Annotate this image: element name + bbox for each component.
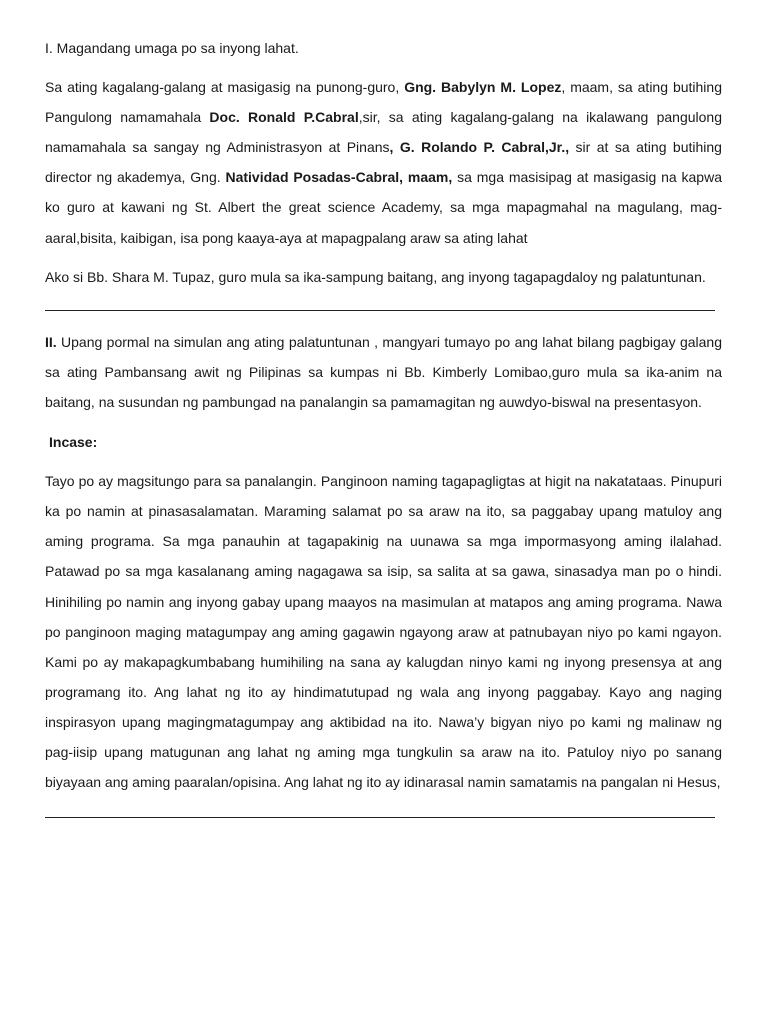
section-two-text: Upang pormal na simulan ang ating palatuntunan , mangyari tumayo po ang lahat bilang pagbigay galang sa ating Pambansang awit ng Pilipinas sa kumpas ni Bb. Kimberly Lomibao,guro mula sa ika-anim na baitang, na susundan ng pambungad na panalangin sa pamamagitan ng auwdyo-biswal na presentasyon. (45, 333, 722, 410)
prayer-text: Tayo po ay magsitungo para sa panalangin. Panginoon naming tagapagligtas at higit na nakatataas. Pinupuri ka po namin at pinasasalamatan. Maraming salamat po sa araw na ito, sa paggabay upang matuloy ang aming programa. Sa mga panauhin at tagapakinig na uunawa sa mga impormasyong aming ilalahad. Patawad po sa mga kasalanang aming nagagawa sa isip, sa salita at sa gawa, sinasadya man po o hindi. Hinihiling po namin ang inyong gabay upang maayos na masimulan at matapos ang aming programa. Nawa po panginoon maging matagumpay ang aming gagawin ngayong araw at patnubayan niyo po kami ngayon. Kami po ay makapagkumbabang humihiling na sana ay kalugdan ninyo kami ng inyong presensya at ang programang ito. Ang lahat ng ito ay hindimatutupad ng wala ang inyong paggabay. Kayo ang naging inspirasyon upang magingmatagumpay ang aktibidad na ito. Nawa’y bigyan niyo po kami ng malinaw ng pag-iisip upang matugunan ang lahat ng aming mga tungkulin sa araw na ito. Patuloy niyo po sanang biyayaan ang aming paaralan/opisina. (45, 473, 722, 791)
intro-paragraph (45, 72, 722, 253)
vice-president-name: , G. Rolando P. Cabral,Jr., (389, 139, 570, 156)
prayer-closing: Ang lahat ng ito ay idinarasal namin samatamis na pangalan ni Hesus, (280, 774, 721, 791)
bottom-divider (45, 817, 715, 818)
intro-text-1: Sa ating kagalang-galang at masigasig na punong-guro, (45, 79, 405, 96)
section-two-paragraph (45, 327, 722, 417)
greeting-line: I. Magandang umaga po sa inyong lahat. (45, 40, 299, 56)
intro-text-3: ,sir, sa ating kagalang-galang na ikalawang pangulong namamahala sa sangay ng Administrasyon at Pinans (45, 109, 723, 156)
host-paragraph: Ako si Bb. Shara M. Tupaz, guro mula sa ika-sampung baitang, ang inyong tagapagdaloy ng palatuntunan. (45, 268, 706, 285)
intro-text-5: sa mga masisipag at masigasig na kapwa ko guro at kawani ng St. Albert the great science Academy, sa mga mapagmahal na magulang, mag-aaral,bisita, kaibigan, isa pong kaaya-aya at mapagpalang araw sa ating lahat (45, 169, 722, 246)
prayer-paragraph (45, 466, 722, 797)
intro-text-4: sir at sa ating butihing director ng akademya, Gng. (45, 139, 722, 186)
incase-heading: Incase: (49, 434, 98, 451)
section-divider (45, 310, 715, 311)
academy-director-name: Natividad Posadas-Cabral, maam, (225, 169, 453, 186)
principal-name: Gng. Babylyn M. Lopez (404, 79, 562, 96)
president-name: Doc. Ronald P.Cabral (209, 109, 359, 126)
intro-text-2: , maam, sa ating butihing Pangulong namamahala (45, 79, 722, 126)
section-two-number: II. (45, 333, 57, 350)
